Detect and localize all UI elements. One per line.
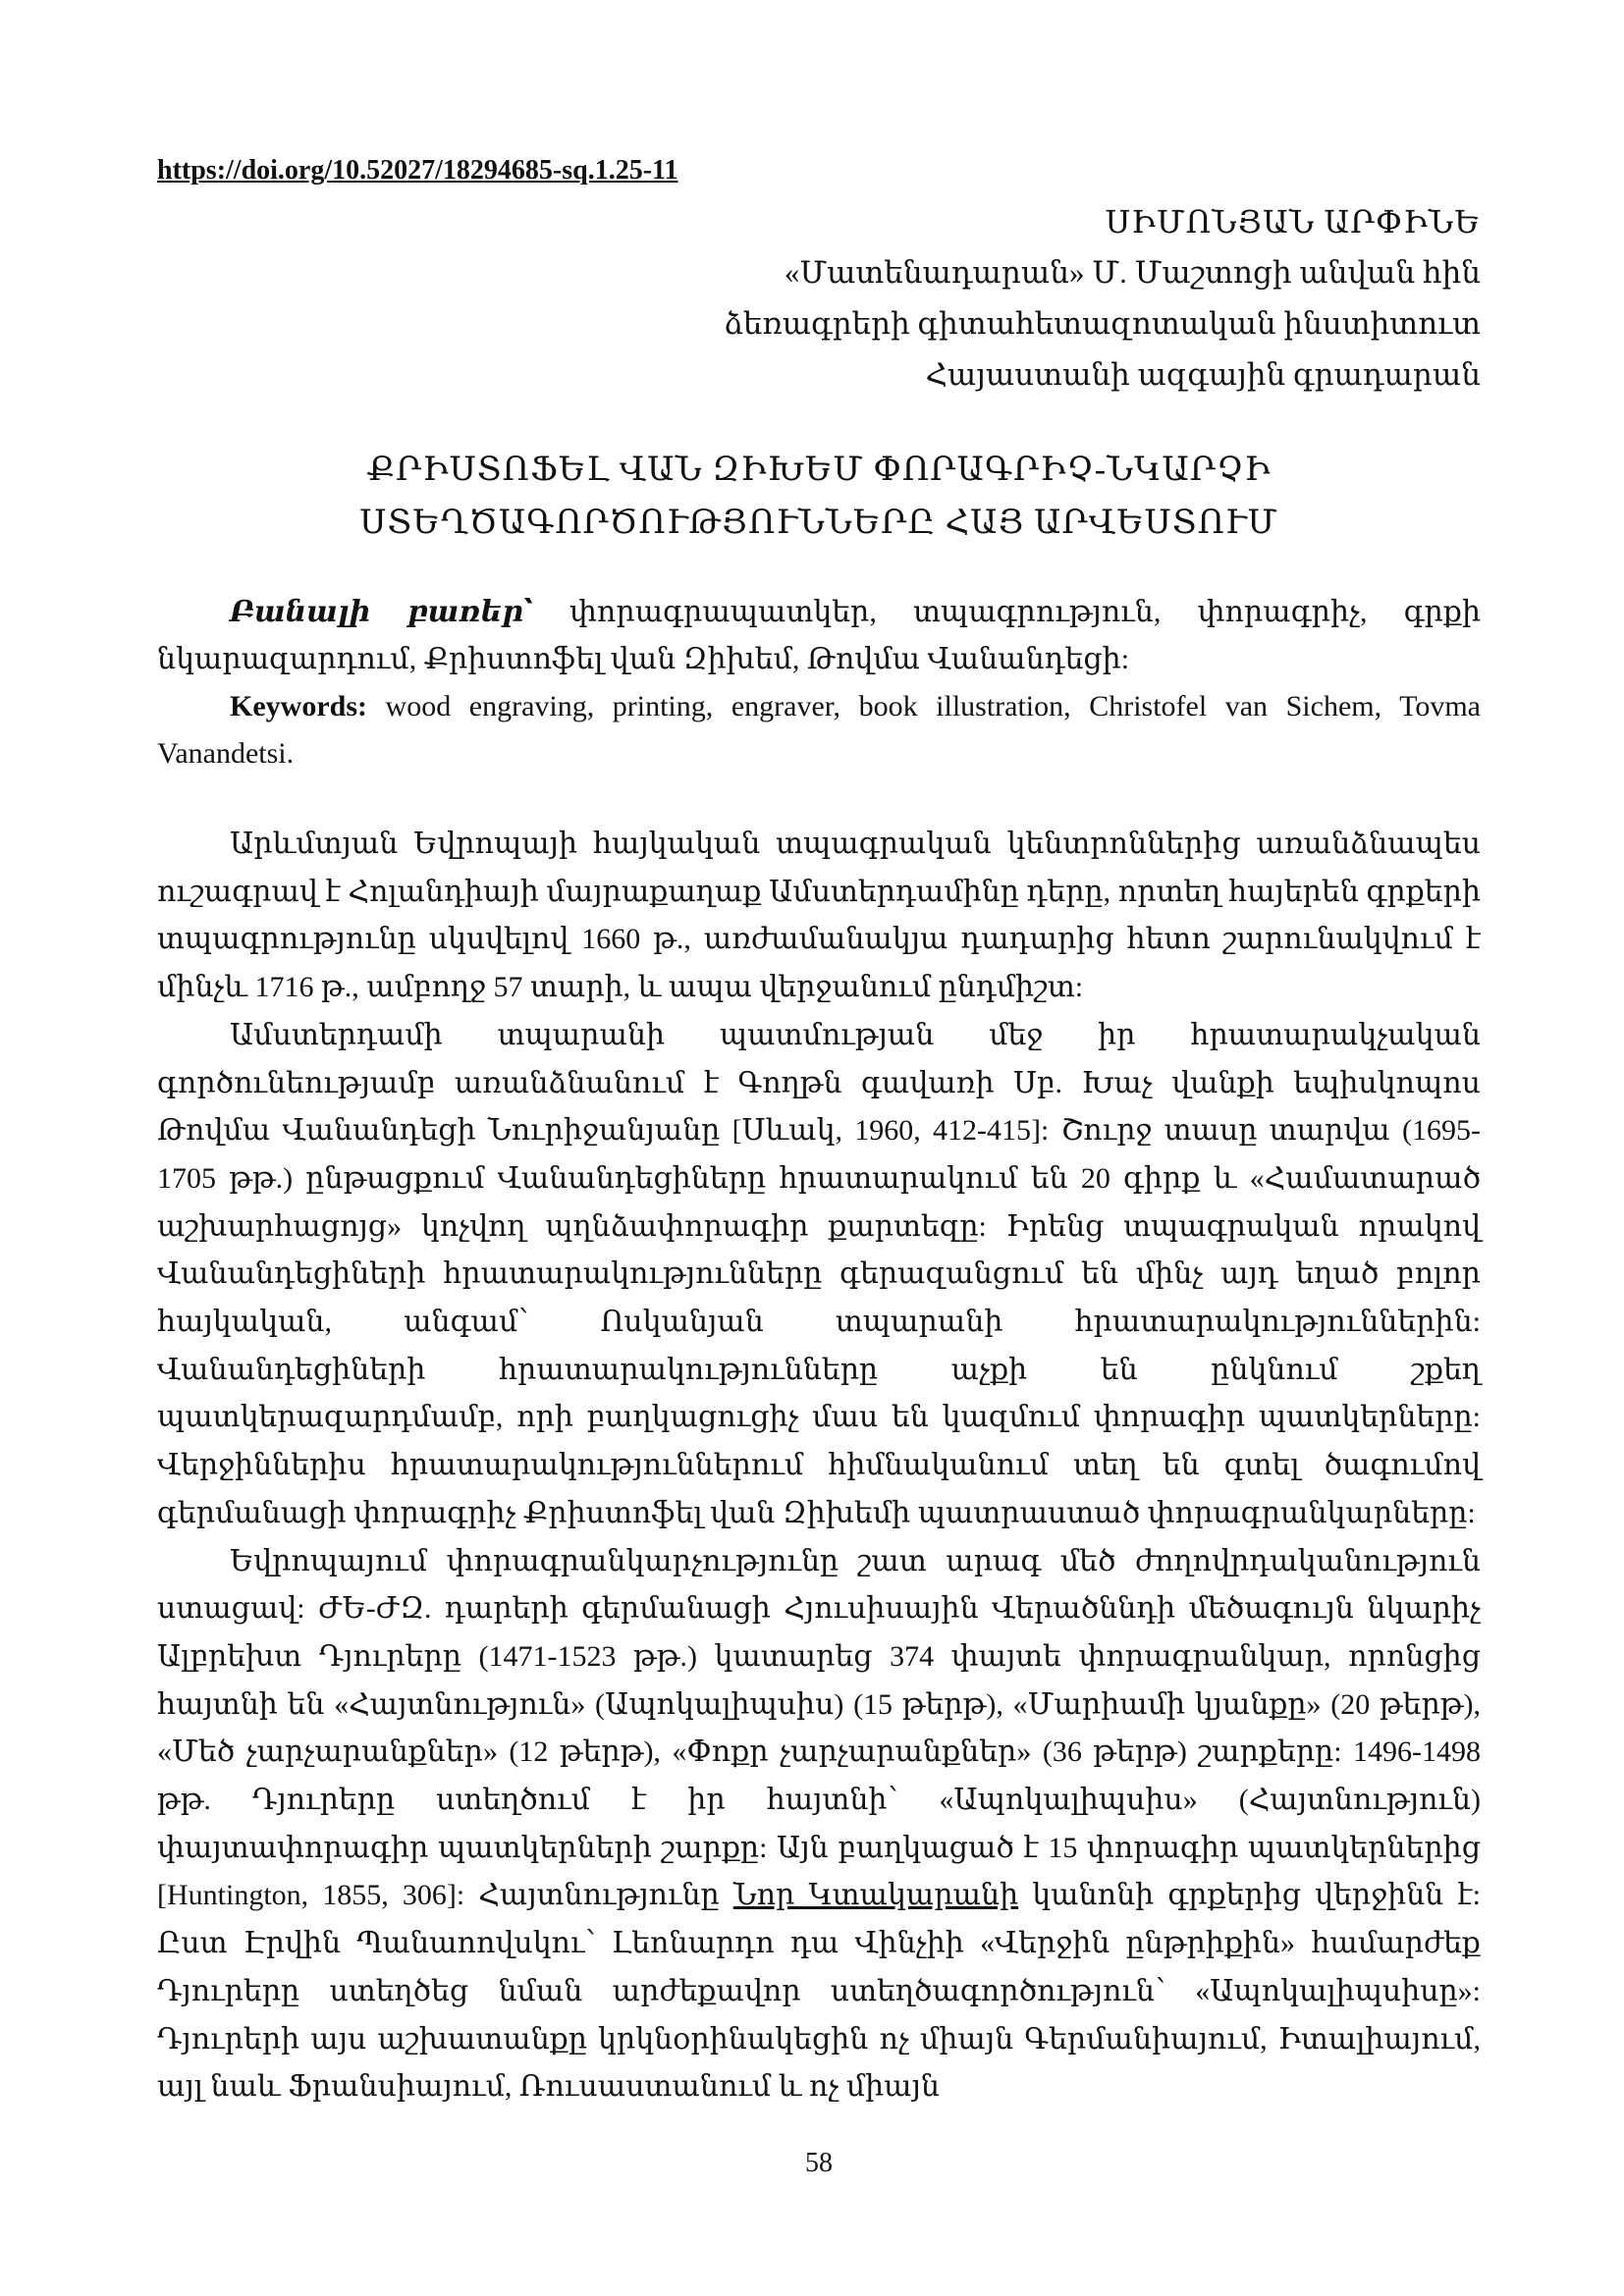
article-body (157, 821, 1481, 2111)
affiliation-line: ձեռագրերի գիտահետազոտական ինստիտուտ (724, 306, 1481, 341)
keywords-text-en: wood engraving, printing, engraver, book illustration, Christofel van Sichem, Tovma Vanandetsi. (157, 690, 1481, 770)
keywords-label-hy: Բանալի բառեր՝ (230, 596, 533, 628)
title-line: ՔՐԻՍՏՈՖԵԼ ՎԱՆ ԶԻԽԵՄ ՓՈՐԱԳՐԻՉ-ՆԿԱՐՉԻ (366, 452, 1272, 488)
doi-link[interactable]: https://doi.org/10.52027/18294685-sq.1.25-11 (157, 155, 678, 186)
body-paragraph: Ամստերդամի տպարանի պատմության մեջ իր հրատարակչական գործունեությամբ առանձնանում է Գողթն գավառի Սբ. Խաչ վանքի եպիսկոպոս Թովմա Վանանդեցի Նուրիջանյանը [Սևակ, 1960, 412-415]: Շուրջ տասը տարվա (1695-1705 թթ.) ընթացքում Վանանդեցիները հրատարակում են 20 գիրք և «Համատարած աշխարհացոյց» կոչվող պղնձափորագիր քարտեզը: Իրենց տպագրական որակով Վանանդեցիների հրատարակությունները գերազանցում են մինչ այդ եղած բոլոր հայկական, անգամ՝ Ոսկանյան տպարանի հրատարակություններին: Վանանդեցիների հրատարակությունները աչքի են ընկնում շքեղ պատկերազարդմամբ, որի բաղկացուցիչ մաս են կազմում փորագիր պատկերները: Վերջիններիս հրատարակություններում հիմնականում տեղ են գտել ծագումով գերմանացի փորագրիչ Քրիստոֆել վան Զիխեմի պատրաստած փորագրանկարները: (157, 1018, 1481, 1529)
keywords-armenian (157, 589, 1481, 683)
article-title (157, 444, 1481, 550)
title-line: ՍՏԵՂԾԱԳՈՐԾՈՒԹՅՈՒՆՆԵՐԸ ՀԱՅ ԱՐՎԵՍՏՈՒՄ (359, 505, 1278, 541)
keywords-label-en: Keywords: (230, 690, 367, 722)
affiliation-line: Հայաստանի ազգային գրադարան (925, 357, 1481, 392)
author-block (724, 196, 1481, 400)
underlined-term: Նոր Կտակարանի (732, 1879, 1019, 1912)
keywords-text-hy: փորագրապատկեր, տպագրություն, փորագրիչ, գրքի նկարազարդում, Քրիստոֆել վան Զիխեմ, Թովմա Վանանդեցի: (157, 596, 1481, 675)
body-paragraph (157, 1538, 1481, 2111)
paragraph-text: Եվրոպայում փորագրանկարչությունը շատ արագ մեծ ժողովրդականություն ստացավ: ԺԵ-ԺԶ. դարերի գերմանացի Հյուսիսային Վերածննդի մեծագույն նկարիչ Ալբրեխտ Դյուրերը (1471-1523 թթ.) կատարեց 374 փայտե փորագրանկար, որոնցից հայտնի են «Հայտնություն» (Ապոկալիպսիս) (15 թերթ), «Մարիամի կյանքը» (20 թերթ), «Մեծ չարչարանքներ» (12 թերթ), «Փոքր չարչարանքներ» (36 թերթ) շարքերը: 1496-1498 թթ. Դյուրերը ստեղծում է իր հայտնի՝ «Ապոկալիպսիս» (Հայտնություն) փայտափորագիր պատկերների շարքը: Այն բաղկացած է 15 փորագիր պատկերներից [Huntington, 1855, 306]: Հայտնությունը (157, 1544, 1481, 1912)
affiliation-line: «Մատենադարան» Մ. Մաշտոցի անվան հին (784, 255, 1481, 290)
author-name: ՍԻՄՈՆՅԱՆ ԱՐՓԻՆԵ (1105, 204, 1481, 240)
paragraph-text: կանոնի գրքերից վերջինն է: Ըստ Էրվին Պանաոովսկու՝ Լեոնարդո դա Վինչիի «Վերջին ընթրիքին» համարժեք Դյուրերը ստեղծեց նման արժեքավոր ստեղծագործություն՝ «Ապոկալիպսիսը»: Դյուրերի այս աշխատանքը կրկնօրինակեցին ոչ միայն Գերմանիայում, Իտալիայում, այլ նաև Ֆրանսիայում, Ռուսաստանում և ոչ միայն (157, 1879, 1481, 2104)
paper-page (157, 0, 1481, 2296)
body-paragraph: Արևմտյան Եվրոպայի հայկական տպագրական կենտրոններից առանձնապես ուշագրավ է Հոլանդիայի մայրաքաղաք Ամստերդամինը դերը, որտեղ հայերեն գրքերի տպագրությունը սկսվելով 1660 թ., առժամանակյա դադարից հետո շարունակվում է մինչև 1716 թ., ամբողջ 57 տարի, և ապա վերջանում ընդմիշտ: (157, 828, 1481, 1004)
page-number: 58 (805, 2148, 833, 2178)
keywords-english (157, 683, 1481, 777)
keywords-section (157, 589, 1481, 777)
